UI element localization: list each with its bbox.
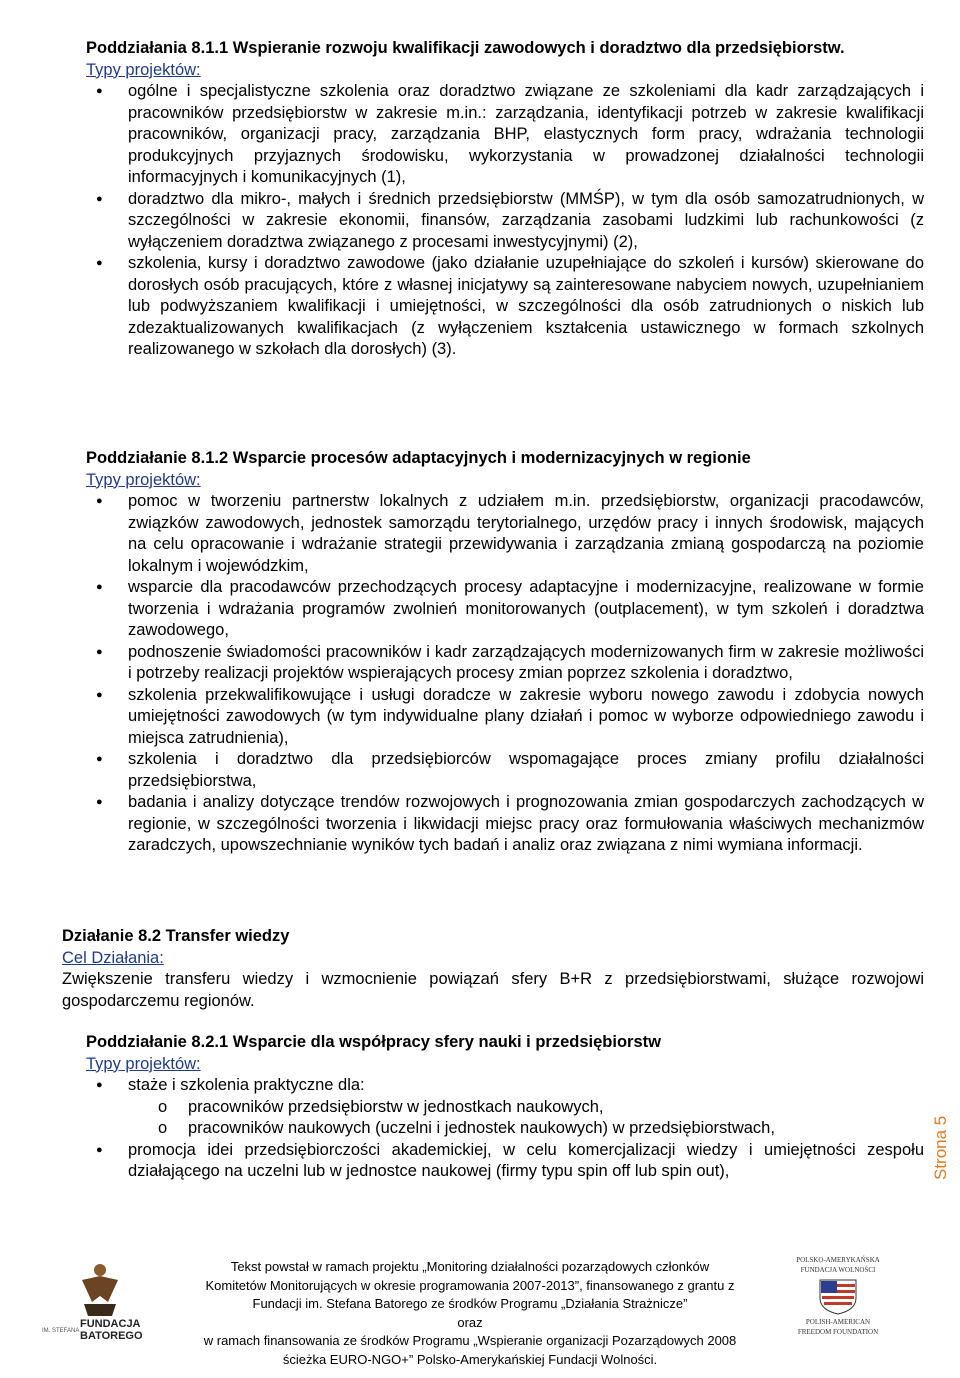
section-label: Typy projektów: (86, 1054, 201, 1073)
section-8-2 (62, 926, 924, 1012)
list-item: ● staże i szkolenia praktyczne dla: (86, 1075, 924, 1097)
logo-bot2: FREEDOM FOUNDATION (797, 1328, 879, 1336)
list-item: ● podnoszenie świadomości pracowników i kadr zarządzających modernizowanych firm w zakresie możliwości i potrzeby realizacji projektów wspierających procesy zmian poprzez szkolenia i doradztwo, (86, 642, 924, 685)
section-title: Poddziałanie 8.2.1 Wsparcie dla współpracy sfery nauki i przedsiębiorstw (86, 1033, 661, 1051)
list-item: ● wsparcie dla pracodawców przechodzących procesy adaptacyjne i modernizacyjne, realizowane w formie tworzenia i wdrażania programów zwolnień monitorowanych (outplacement), w tym szkoleń i doradztwa zawodowego, (86, 577, 924, 642)
section-8-1-2 (86, 448, 924, 857)
list (86, 81, 924, 361)
flag-shield-icon (818, 1278, 858, 1316)
logo-line2: BATOREGO (80, 1330, 143, 1342)
logo-top2: FUNDACJA WOLNOŚCI (800, 1266, 876, 1274)
list-item: ● doradztwo dla mikro-, małych i średnich przedsiębiorstw (MMŚP), w tym dla osób samozatrudnionych, w szczególności w zakresie ekonomii, finansów, zarządzania zasobami ludzkimi lub rachunkowości (z wyłączeniem doradztwa związanego z procesami inwestycyjnymi) (2), (86, 189, 924, 254)
polish-american-freedom-foundation-logo (778, 1256, 898, 1346)
logo-bot1: POLISH-AMERICAN (805, 1318, 871, 1326)
section-title: Działanie 8.2 Transfer wiedzy (62, 927, 290, 945)
list-item: ● badania i analizy dotyczące trendów rozwojowych i prognozowania zmian gospodarczych zachodzących w regionie, w szczególności tworzenia i likwidacji miejsc pracy oraz formułowania właściwych mechanizmów zaradczych, upowszechnianie wyników tych badań i analiz oraz związana z nimi wymiana informacji. (86, 792, 924, 857)
list-item: ● szkolenia, kursy i doradztwo zawodowe (jako działanie uzupełniające do szkoleń i kursów) skierowane do dorosłych osób pracujących, które z własnej inicjatywy są zainteresowane nabyciem nowych, uzupełnianiem lub podwyższaniem kwalifikacji i umiejętności, w szczególności dla osób zatrudnionych o niskich lub zdezaktualizowanych kwalifikacjach (z wyłączeniem kształcenia ustawicznego w formach szkolnych realizowanego w szkołach dla dorosłych) (3). (86, 253, 924, 361)
footer-line: Komitetów Monitorujących w okresie programowania 2007-2013”, finansowanego z grantu z (205, 1277, 735, 1293)
section-label: Cel Działania: (62, 948, 164, 967)
list-item: ● promocja idei przedsiębiorczości akademickiej, w celu komercjalizacji wiedzy i umiejętności zespołu działającego na uczelni lub w jednostce naukowej (firmy typu spin off lub spin out), (86, 1140, 924, 1183)
list-item: ● szkolenia i doradztwo dla przedsiębiorców wspomagające proces zmiany profilu działalności przedsiębiorstwa, (86, 749, 924, 792)
sub-list-item: o pracowników naukowych (uczelni i jednostek naukowych) w przedsiębiorstwach, (86, 1118, 924, 1140)
section-8-2-1 (86, 1032, 924, 1183)
fundacja-batorego-logo (42, 1262, 162, 1342)
logo-small-text: IM. STEFANA (42, 1328, 80, 1334)
footer-line: Tekst powstał w ramach projektu „Monitoring działalności pozarządowych członków (230, 1259, 710, 1274)
section-title: Poddziałanie 8.1.2 Wsparcie procesów adaptacyjnych i modernizacyjnych w regionie (86, 449, 751, 467)
list-item: ● ogólne i specjalistyczne szkolenia oraz doradztwo związane ze szkoleniami dla kadr zarządzających i pracowników przedsiębiorstw w zakresie m.in.: zarządzania, identyfikacji potrzeb w zakresie kwalifikacji pracowników, organizacji pracy, zarządzania BHP, elastycznych form pracy, wdrażania technologii produkcyjnych przyjaznych środowisku, wykorzystania w prowadzonej działalności technologii informacyjnych i komunikacyjnych (1), (86, 81, 924, 189)
section-label: Typy projektów: (86, 60, 201, 79)
section-8-1-1 (86, 38, 924, 361)
page-number-label: Strona 5 (931, 1115, 950, 1180)
footer-line: ścieżka EURO-NGO+” Polsko-Amerykańskiej Fundacji Wolności. (282, 1351, 658, 1367)
section-label: Typy projektów: (86, 470, 201, 489)
list-item: ● szkolenia przekwalifikowujące i usługi doradcze w zakresie wyboru nowego zawodu i zdobycia nowych umiejętności zawodowych (w tym indywidualne plany działań i pomoc w wyborze odpowiedniego zawodu i miejsca zatrudnienia), (86, 685, 924, 750)
section-text: Zwiększenie transferu wiedzy i wzmocnienie powiązań sfery B+R z przedsiębiorstwami, służące rozwojowi gospodarczemu regionów. (62, 970, 924, 1010)
logo-line1: FUNDACJA (80, 1318, 141, 1330)
footer-line: w ramach finansowania ze środków Programu „Wspieranie organizacji Pozarządowych 2008 (203, 1333, 737, 1348)
footer-line: oraz (457, 1314, 483, 1330)
logo-top1: POLSKO-AMERYKAŃSKA (796, 1256, 880, 1264)
list (86, 1075, 924, 1183)
section-title: Poddziałania 8.1.1 Wspieranie rozwoju kwalifikacji zawodowych i doradztwo dla przedsiębiorstw. (86, 39, 845, 57)
sub-list-item: o pracowników przedsiębiorstw w jednostkach naukowych, (86, 1097, 924, 1119)
footer-line: Fundacji im. Stefana Batorego ze środków Programu „Działania Strażnicze” (252, 1296, 688, 1311)
list (86, 491, 924, 857)
footer (170, 1258, 770, 1369)
list-item: ● pomoc w tworzeniu partnerstw lokalnych z udziałem m.in. przedsiębiorstw, organizacji pracodawców, związków zawodowych, jednostek samorządu terytorialnego, urzędów pracy i innych środowisk, mających na celu opracowanie i wdrażanie strategii przewidywania i zarządzania zmianą gospodarczą na poziomie lokalnym i wojewódzkim, (86, 491, 924, 577)
